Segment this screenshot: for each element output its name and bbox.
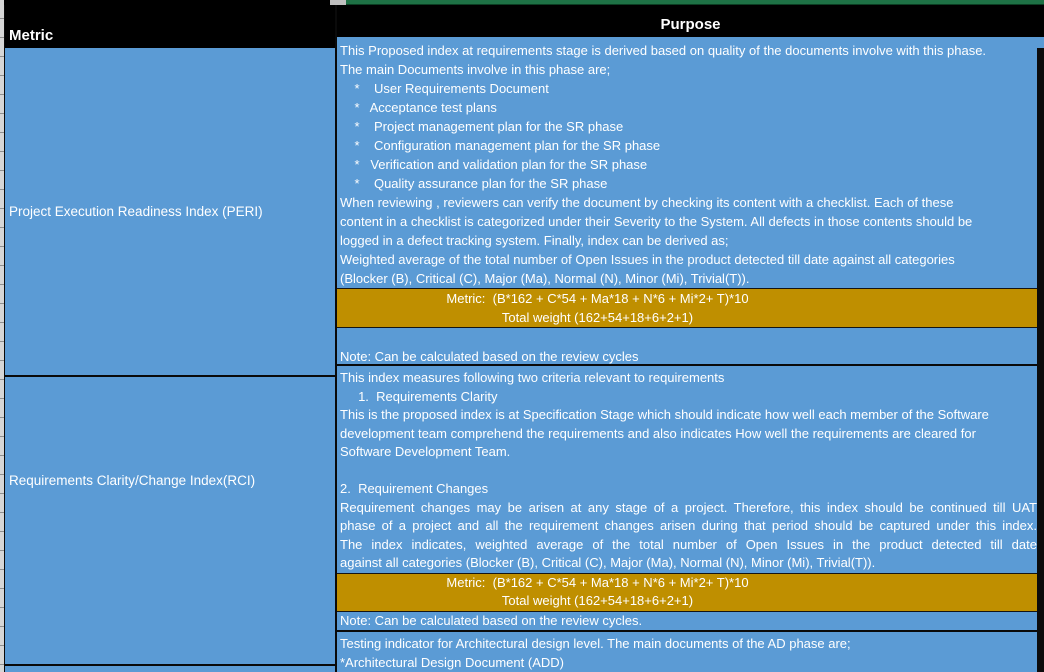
text-line: Requirement changes may be arisen at any stage of a project. Therefore, this index should be continued till UAT [340,499,1037,515]
purpose-header-cell[interactable] [337,5,1044,37]
metric-name-rci: Requirements Clarity/Change Index(RCI) [9,473,256,488]
bullet-item: *Architectural Design Document (ADD) [340,655,564,670]
window-top-strip [0,0,1044,5]
metrics-table [4,5,1044,672]
metric-column [4,5,337,672]
metric-formula-denominator: Total weight (162+54+18+6+2+1) [337,592,1044,612]
bullet-item: * User Requirements Document [340,81,549,96]
top-strip-gray [330,0,346,5]
text-line: The index indicates, weighted average of the total number of Open Issues in the product detected till date [340,536,1037,552]
note-line: Note: Can be calculated based on the review cycles [340,349,639,364]
metric-name-peri: Project Execution Readiness Index (PERI) [9,204,263,219]
metric-header-label: Metric [9,27,54,44]
bullet-item: * Quality assurance plan for the SR phase [340,176,608,191]
metric-formula: Metric: (B*162 + C*54 + Ma*18 + N*6 + Mi*2+ T)*10 [337,573,1044,593]
metric-formula: Metric: (B*162 + C*54 + Ma*18 + N*6 + Mi*2+ T)*10 [337,288,1044,308]
purpose-cell-adi[interactable] [337,632,1044,672]
metric-header-cell[interactable] [5,5,335,48]
text-line: (Blocker (B), Critical (C), Major (Ma), Normal (N), Minor (Mi), Trivial(T)). [340,271,750,286]
metric-formula-denominator: Total weight (162+54+18+6+2+1) [337,308,1044,328]
row-gridline-ruler [0,0,4,672]
text-line: This is the proposed index is at Specification Stage which should indicate how well each member of the Software [340,407,989,422]
text-line: against all categories (Blocker (B), Critical (C), Major (Ma), Normal (N), Minor (Mi), Trivial(T)). [340,555,876,570]
metric-cell-peri[interactable] [5,48,335,377]
note-line: Note: Can be calculated based on the review cycles. [340,612,643,628]
text-line: When reviewing , reviewers can verify the document by checking its content with a checklist. Each of these [340,195,954,210]
purpose-header-label: Purpose [660,16,721,33]
text-line: logged in a defect tracking system. Finally, index can be derived as; [340,233,729,248]
text-line: development team comprehend the requirements and also indicates How well the requirements are cleared for [340,425,976,441]
top-strip-green [346,0,1044,5]
bullet-item: * Verification and validation plan for the SR phase [340,157,648,172]
purpose-cell-peri[interactable] [337,37,1044,366]
text-line: Weighted average of the total number of Open Issues in the product detected till date against all categories [340,252,955,267]
text-line: This Proposed index at requirements stage is derived based on quality of the documents involve with this phase. [340,43,987,58]
purpose-column [337,5,1044,672]
text-line: The main Documents involve in this phase are; [340,62,611,77]
numbered-item: 2. Requirement Changes [340,481,489,496]
metric-cell-rci[interactable] [5,377,335,666]
text-line: content in a checklist is categorized under their Severity to the System. All defects in those contents should be [340,214,973,229]
bullet-item: * Project management plan for the SR phase [340,119,624,134]
text-line: Software Development Team. [340,444,511,459]
metric-cell-adi[interactable] [5,666,335,672]
bullet-item: * Acceptance test plans [340,100,497,115]
numbered-item: 1. Requirements Clarity [340,388,498,404]
text-line: This index measures following two criteria relevant to requirements [340,370,725,385]
text-line: Testing indicator for Architectural design level. The main documents of the AD phase are; [340,636,851,651]
blank-line [337,462,1044,481]
purpose-cell-rci[interactable] [337,366,1044,632]
top-strip-black [0,0,330,5]
bullet-item: * Configuration management plan for the SR phase [340,138,661,153]
text-line: phase of a project and all the requirement changes arisen during that period should be captured under this index. [340,518,1037,533]
table-right-border [1037,48,1044,672]
blank-line [337,328,1044,347]
